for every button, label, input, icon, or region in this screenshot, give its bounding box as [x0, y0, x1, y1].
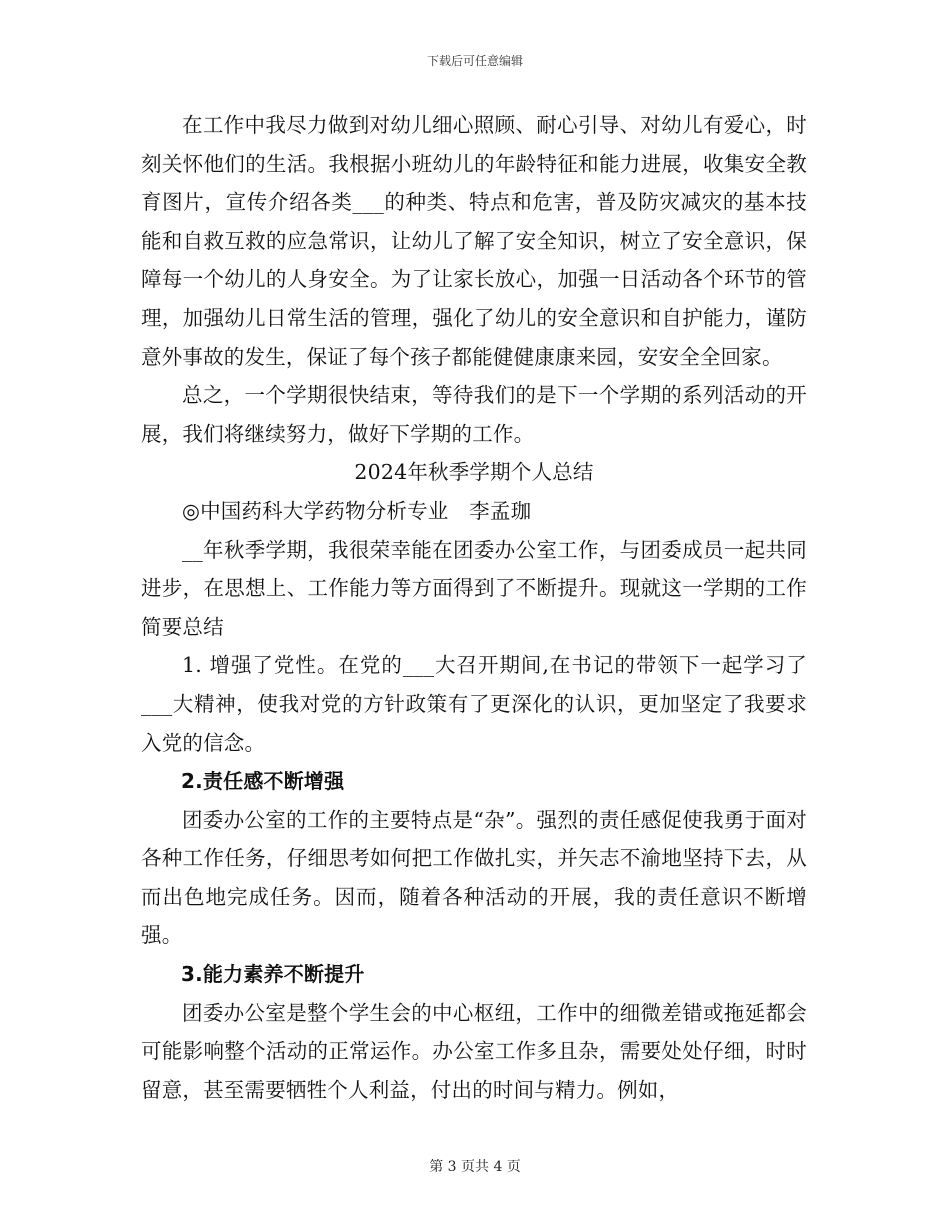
paragraph-intro: __年秋季学期，我很荣幸能在团委办公室工作，与团委成员一起共同进步，在思想上、工作能力等方面得到了不断提升。现就这一学期的工作简要总结	[141, 537, 807, 639]
heading-ability: 3.能力素养不断提升	[181, 962, 365, 987]
heading-responsibility: 2.责任感不断增强	[181, 769, 345, 794]
paragraph-safety-education: 在工作中我尽力做到对幼儿细心照顾、耐心引导、对幼儿有爱心，时刻关怀他们的生活。我根据小班幼儿的年龄特征和能力进展，收集安全教育图片，宣传介绍各类___的种类、特点和危害，普及防灾减灾的基本技能和自救互救的应急常识，让幼儿了解了安全知识，树立了安全意识，保障每一个幼儿的人身安全。为了让家长放心，加强一日活动各个环节的管理，加强幼儿日常生活的管理，强化了幼儿的安全意识和自护能力，谨防意外事故的发生，保证了每个孩子都能健健康康来园，安安全全回家。	[141, 113, 807, 369]
page-number: 第 3 页共 4 页	[429, 1159, 521, 1175]
paragraph-party-spirit: 1. 增强了党性。在党的___大召开期间,在书记的带领下一起学习了___大精神，使我对党的方针政策有了更深化的认识，更加坚定了我要求入党的信念。	[141, 653, 807, 755]
page-header: 下载后可任意编辑	[426, 54, 523, 68]
paragraph-conclusion: 总之，一个学期很快结束，等待我们的是下一个学期的系列活动的开展，我们将继续努力，做好下学期的工作。	[141, 383, 807, 446]
document-body	[141, 106, 807, 1109]
paragraph-responsibility: 团委办公室的工作的主要特点是“杂”。强烈的责任感促使我勇于面对各种工作任务，仔细思考如何把工作做扎实，并矢志不渝地坚持下去，从而出色地完成任务。因而，随着各种活动的开展，我的责任意识不断增强。	[141, 807, 807, 948]
author-line: ◎中国药科大学药物分析专业 李孟珈	[182, 498, 532, 523]
section-title: 2024年秋季学期个人总结	[354, 460, 594, 485]
paragraph-ability: 团委办公室是整个学生会的中心枢纽，工作中的细微差错或拖延都会可能影响整个活动的正常运作。办公室工作多且杂，需要处处仔细，时时留意，甚至需要牺牲个人利益，付出的时间与精力。例如，	[141, 1000, 807, 1102]
